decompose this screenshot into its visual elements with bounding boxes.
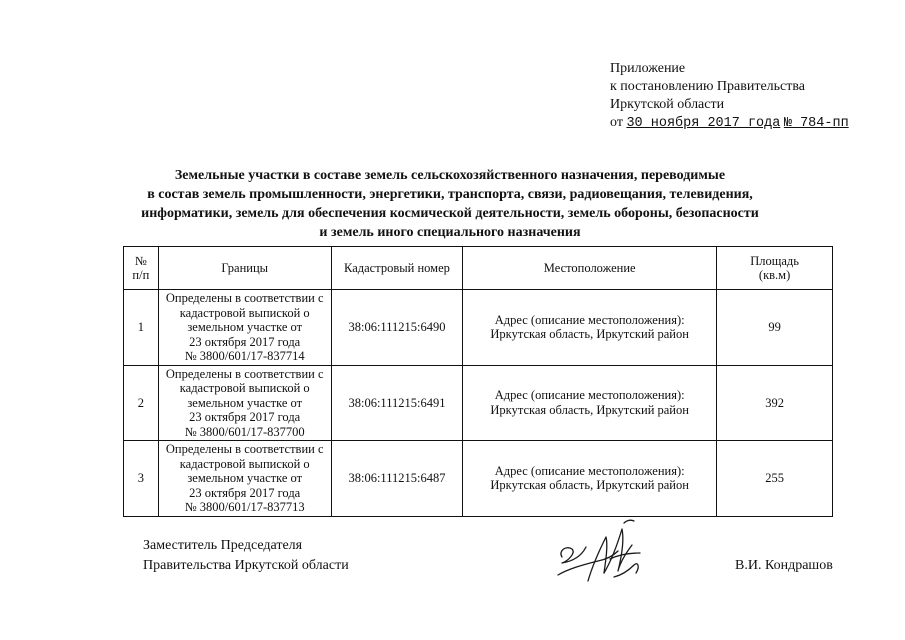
location-line: Иркутская область, Иркутский район: [490, 478, 689, 493]
row-number: 2: [124, 365, 159, 441]
bounds-line: кадастровой выпиской о: [179, 456, 310, 471]
signature-scribble: [548, 515, 668, 595]
position-line-2: Правительства Иркутской области: [143, 558, 349, 573]
bounds-line: земельном участке от: [187, 395, 303, 410]
row-cadastral-number: 38:06:111215:6487: [331, 441, 462, 517]
location-line: Иркутская область, Иркутский район: [490, 402, 689, 417]
land-parcels-table: [123, 246, 833, 517]
header-cadastral: Кадастровый номер: [331, 247, 462, 290]
bounds-line: № 3800/601/17-837713: [184, 500, 305, 514]
bounds-line: 23 октября 2017 года: [189, 410, 301, 424]
bounds-line: кадастровой выпиской о: [179, 305, 310, 320]
header-location: Местоположение: [463, 247, 717, 290]
document-title: [110, 166, 790, 242]
location-line: Адрес (описание местоположения):: [494, 388, 685, 403]
bounds-line: № 3800/601/17-837700: [184, 424, 305, 439]
bounds-line: кадастровой выпиской о: [179, 381, 310, 395]
appendix-header: [610, 60, 849, 133]
signer-name: В.И. Кондрашов: [735, 558, 833, 573]
appendix-number: № 784-пп: [783, 116, 849, 131]
bounds-line: Определены в соответствии с: [165, 291, 324, 305]
title-line-1: Земельные участки в составе земель сельскохозяйственного назначения, переводимые: [174, 168, 726, 183]
bounds-line: Определены в соответствии с: [165, 442, 324, 456]
header-area-line-1: Площадь: [750, 253, 799, 268]
row-area: 392: [717, 365, 833, 441]
appendix-line-3: Иркутской области: [610, 97, 725, 112]
title-line-4: и земель иного специального назначения: [319, 225, 581, 240]
header-number-line-2: п/п: [132, 268, 150, 282]
table-header-row: [124, 247, 833, 290]
header-number: [124, 247, 159, 290]
location-line: Адрес (описание местоположения):: [494, 312, 685, 327]
handwritten-signature: [548, 515, 668, 600]
table-row: [124, 441, 833, 517]
row-location: [463, 441, 717, 517]
signatory-position: [143, 536, 349, 576]
bounds-line: земельном участке от: [187, 320, 303, 334]
row-area: 99: [717, 290, 833, 366]
header-number-line-1: №: [134, 253, 147, 268]
row-cadastral-number: 38:06:111215:6491: [331, 365, 462, 441]
bounds-line: 23 октября 2017 года: [189, 334, 301, 349]
appendix-date-prefix: от: [610, 115, 623, 130]
row-bounds: [158, 290, 331, 366]
bounds-line: 23 октября 2017 года: [189, 485, 301, 500]
header-bounds: Границы: [158, 247, 331, 290]
title-line-3: информатики, земель для обеспечения космической деятельности, земель обороны, безопасности: [141, 206, 759, 221]
bounds-line: № 3800/601/17-837714: [184, 349, 305, 363]
header-area-line-2: (кв.м): [758, 268, 791, 282]
appendix-date: 30 ноября 2017 года: [626, 116, 781, 131]
row-number: 3: [124, 441, 159, 517]
appendix-line-4: [610, 114, 849, 133]
row-area: 255: [717, 441, 833, 517]
row-number: 1: [124, 290, 159, 366]
bounds-line: земельном участке от: [187, 471, 303, 485]
title-line-2: в состав земель промышленности, энергетики, транспорта, связи, радиовещания, телевидения,: [147, 187, 753, 202]
row-location: [463, 365, 717, 441]
appendix-line-2: к постановлению Правительства: [610, 79, 806, 94]
bounds-line: Определены в соответствии с: [165, 366, 324, 381]
location-line: Иркутская область, Иркутский район: [490, 327, 689, 342]
table-row: [124, 290, 833, 366]
location-line: Адрес (описание местоположения):: [494, 463, 685, 478]
row-bounds: [158, 365, 331, 441]
row-bounds: [158, 441, 331, 517]
row-location: [463, 290, 717, 366]
table-row: [124, 365, 833, 441]
appendix-line-1: Приложение: [610, 61, 686, 76]
header-area: [717, 247, 833, 290]
position-line-1: Заместитель Председателя: [143, 538, 303, 553]
row-cadastral-number: 38:06:111215:6490: [331, 290, 462, 366]
